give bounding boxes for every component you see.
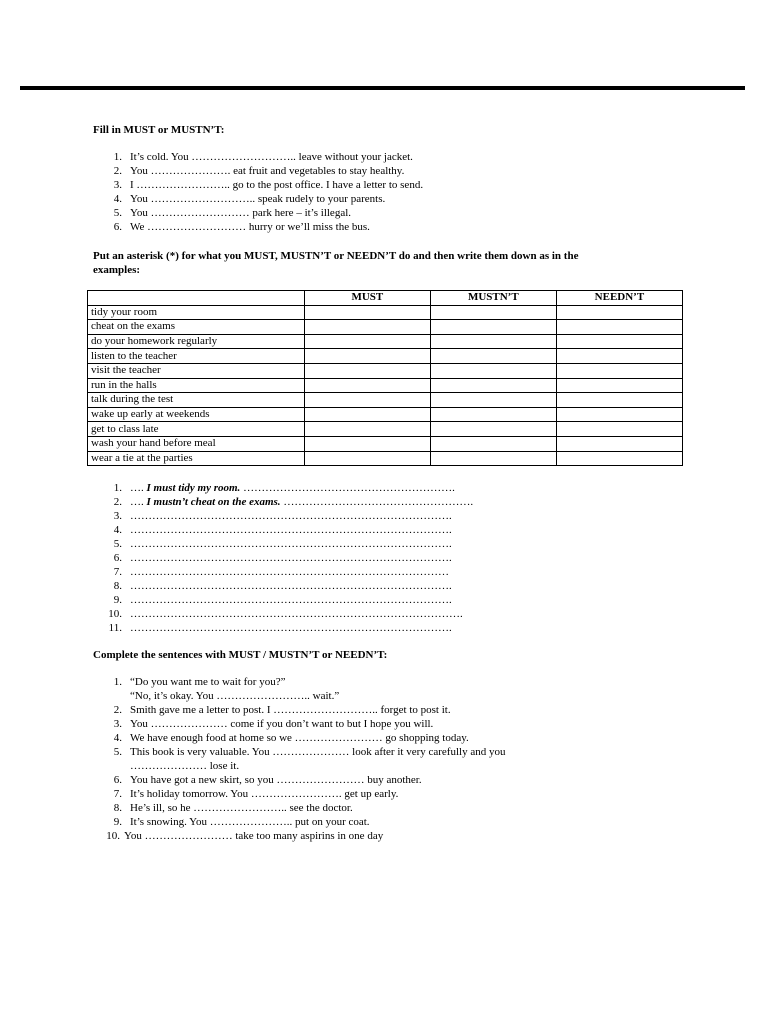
item-text: You …………………… take too many aspirins in one day <box>124 830 384 842</box>
answer-text <box>130 551 618 565</box>
mustnt-cell[interactable] <box>430 363 556 378</box>
item-number: 5. <box>113 538 122 550</box>
answer-blank[interactable]: ……………………………………………………………………………. <box>130 538 452 550</box>
item-number: 8. <box>113 580 122 592</box>
list-item <box>98 192 618 206</box>
answer-blank[interactable]: ……………………………………………………………………………. <box>130 524 452 536</box>
item-text: You ……………………….. speak rudely to your parents. <box>130 193 386 205</box>
mustnt-cell[interactable] <box>430 422 556 437</box>
mustnt-cell[interactable] <box>430 393 556 408</box>
neednt-cell[interactable] <box>556 422 682 437</box>
mustnt-cell[interactable] <box>430 320 556 335</box>
item-text: We have enough food at home so we …………………… go shopping today. <box>130 732 469 744</box>
list-item <box>98 178 618 192</box>
table-row <box>88 451 683 466</box>
list-item <box>98 150 618 164</box>
answer-blank[interactable]: ………………………………………………………………………………. <box>130 608 463 620</box>
top-rule <box>20 86 745 90</box>
answer-text <box>130 495 618 509</box>
column-header-neednt: NEEDN’T <box>556 291 682 306</box>
must-cell[interactable] <box>304 451 430 466</box>
answer-blank[interactable]: ……………………………………………………………………………. <box>130 580 452 592</box>
mustnt-cell[interactable] <box>430 407 556 422</box>
must-cell[interactable] <box>304 407 430 422</box>
list-item <box>98 717 638 731</box>
mustnt-cell[interactable] <box>430 451 556 466</box>
must-cell[interactable] <box>304 436 430 451</box>
table-row <box>88 334 683 349</box>
item-number: 6. <box>113 221 122 233</box>
item-text: You ………………… come if you don’t want to but I hope you will. <box>130 718 434 730</box>
answer-prefix: …. <box>130 496 144 508</box>
activity-cell: wear a tie at the parties <box>88 451 305 466</box>
answer-text <box>130 523 618 537</box>
activity-cell: get to class late <box>88 422 305 437</box>
answer-text <box>130 565 618 579</box>
must-cell[interactable] <box>304 305 430 320</box>
section3-heading: Complete the sentences with MUST / MUSTN’T or NEEDN’T: <box>93 649 388 661</box>
answer-line <box>98 509 618 523</box>
activity-cell: do your homework regularly <box>88 334 305 349</box>
activity-cell: talk during the test <box>88 393 305 408</box>
neednt-cell[interactable] <box>556 363 682 378</box>
list-item <box>98 220 618 234</box>
table-row <box>88 363 683 378</box>
continuation-text: “No, it’s okay. You …………………….. wait.” <box>130 690 340 702</box>
table-row <box>88 349 683 364</box>
item-number: 3. <box>113 179 122 191</box>
answer-text <box>130 537 618 551</box>
answer-text <box>130 593 618 607</box>
item-number: 7. <box>113 566 122 578</box>
mustnt-cell[interactable] <box>430 305 556 320</box>
activity-cell: wake up early at weekends <box>88 407 305 422</box>
item-number: 10. <box>106 830 120 842</box>
item-number: 4. <box>113 524 122 536</box>
item-number: 1. <box>113 151 122 163</box>
section2-heading-line2: examples: <box>93 264 141 276</box>
list-item <box>98 829 638 843</box>
item-number: 11. <box>108 622 122 634</box>
item-number: 3. <box>113 510 122 522</box>
item-text: This book is very valuable. You ………………… look after it very carefully and you <box>130 746 506 758</box>
must-cell[interactable] <box>304 393 430 408</box>
list-item <box>98 206 618 220</box>
item-number: 9. <box>113 816 122 828</box>
neednt-cell[interactable] <box>556 334 682 349</box>
neednt-cell[interactable] <box>556 378 682 393</box>
neednt-cell[interactable] <box>556 349 682 364</box>
section2-heading <box>93 249 578 277</box>
item-text: It’s snowing. You ………………….. put on your coat. <box>130 816 370 828</box>
answer-line <box>98 593 618 607</box>
example-answer: I must tidy my room. <box>146 482 241 494</box>
must-cell[interactable] <box>304 334 430 349</box>
section2-heading-line1: Put an asterisk (*) for what you MUST, MUSTN’T or NEEDN’T do and then write them down as in the <box>93 250 579 262</box>
list-item <box>98 745 638 759</box>
activity-cell: run in the halls <box>88 378 305 393</box>
answer-line <box>98 481 618 495</box>
list-item <box>98 164 618 178</box>
answer-text <box>130 621 618 635</box>
item-number: 8. <box>113 802 122 814</box>
must-cell[interactable] <box>304 363 430 378</box>
asterisk-table <box>87 290 683 466</box>
answer-blank[interactable]: ……………………………………………………………………………. <box>130 552 452 564</box>
neednt-cell[interactable] <box>556 320 682 335</box>
must-cell[interactable] <box>304 349 430 364</box>
answer-line <box>98 607 618 621</box>
item-continuation <box>98 759 638 773</box>
answer-blank[interactable]: ……………………………………………………………………………. <box>130 594 452 606</box>
item-text: You have got a new skirt, so you …………………… buy another. <box>130 774 422 786</box>
item-text: I …………………….. go to the post office. I have a letter to send. <box>130 179 424 191</box>
table-row <box>88 436 683 451</box>
item-number: 5. <box>113 746 122 758</box>
item-text: It’s holiday tomorrow. You ……………………. get up early. <box>130 788 399 800</box>
mustnt-cell[interactable] <box>430 334 556 349</box>
mustnt-cell[interactable] <box>430 349 556 364</box>
item-number: 1. <box>113 676 122 688</box>
mustnt-cell[interactable] <box>430 436 556 451</box>
answer-text <box>130 481 618 495</box>
item-text: He’s ill, so he …………………….. see the doctor. <box>130 802 353 814</box>
example-answer: I mustn’t cheat on the exams. <box>146 496 281 508</box>
item-number: 2. <box>113 704 122 716</box>
column-header-activity <box>88 291 305 306</box>
complete-sentences-list <box>98 675 638 843</box>
item-number: 4. <box>113 732 122 744</box>
mustnt-cell[interactable] <box>430 378 556 393</box>
item-continuation <box>98 689 638 703</box>
must-cell[interactable] <box>304 320 430 335</box>
answer-lines-list <box>98 481 618 635</box>
neednt-cell[interactable] <box>556 451 682 466</box>
list-item <box>98 801 638 815</box>
item-text: Smith gave me a letter to post. I ……………………….. forget to post it. <box>130 704 451 716</box>
table-row <box>88 378 683 393</box>
table-header-row <box>88 291 683 306</box>
answer-blank[interactable]: ……………………………………………………………………………. <box>130 510 452 522</box>
neednt-cell[interactable] <box>556 393 682 408</box>
answer-line <box>98 523 618 537</box>
column-header-mustnt: MUSTN’T <box>430 291 556 306</box>
answer-line <box>98 495 618 509</box>
section1-heading: Fill in MUST or MUSTN’T: <box>93 124 225 136</box>
item-number: 10. <box>108 608 122 620</box>
item-number: 5. <box>113 207 122 219</box>
item-text: You ……………………… park here – it’s illegal. <box>130 207 352 219</box>
sentence-list <box>98 675 638 843</box>
neednt-cell[interactable] <box>556 436 682 451</box>
item-number: 2. <box>113 496 122 508</box>
activity-cell: tidy your room <box>88 305 305 320</box>
table-row <box>88 422 683 437</box>
must-cell[interactable] <box>304 422 430 437</box>
neednt-cell[interactable] <box>556 305 682 320</box>
answer-line <box>98 579 618 593</box>
list-item <box>98 675 638 689</box>
item-text: We ……………………… hurry or we’ll miss the bus. <box>130 221 370 233</box>
table-row <box>88 393 683 408</box>
item-text: You …………………. eat fruit and vegetables to stay healthy. <box>130 165 405 177</box>
table-row <box>88 305 683 320</box>
list-item <box>98 815 638 829</box>
answer-line <box>98 551 618 565</box>
answer-blank[interactable]: …………………………………………………. <box>240 482 455 494</box>
continuation-text: ………………… lose it. <box>130 760 240 772</box>
item-number: 6. <box>113 774 122 786</box>
answer-prefix: …. <box>130 482 144 494</box>
answer-text <box>130 579 618 593</box>
activity-cell: visit the teacher <box>88 363 305 378</box>
answer-text <box>130 509 618 523</box>
column-header-must: MUST <box>304 291 430 306</box>
item-number: 2. <box>113 165 122 177</box>
answer-blank[interactable]: ……………………………………………………………………………. <box>130 622 452 634</box>
answer-blank[interactable]: …………………………………………………………………………… <box>130 566 449 578</box>
table-row <box>88 407 683 422</box>
list-item <box>98 787 638 801</box>
list-item <box>98 773 638 787</box>
must-mustnt-list <box>98 150 618 234</box>
activity-cell: listen to the teacher <box>88 349 305 364</box>
item-number: 7. <box>113 788 122 800</box>
list-item <box>98 731 638 745</box>
item-text: “Do you want me to wait for you?” <box>130 676 286 688</box>
answer-blank[interactable]: ……………………………………………. <box>280 496 474 508</box>
answer-line <box>98 537 618 551</box>
item-number: 4. <box>113 193 122 205</box>
item-number: 9. <box>113 594 122 606</box>
table-row <box>88 320 683 335</box>
list-item <box>98 703 638 717</box>
activity-cell: cheat on the exams <box>88 320 305 335</box>
item-text: It’s cold. You ……………………….. leave without your jacket. <box>130 151 413 163</box>
item-number: 1. <box>113 482 122 494</box>
answer-line <box>98 621 618 635</box>
answer-line <box>98 565 618 579</box>
answer-text <box>130 607 618 621</box>
must-cell[interactable] <box>304 378 430 393</box>
activity-cell: wash your hand before meal <box>88 436 305 451</box>
item-number: 3. <box>113 718 122 730</box>
item-number: 6. <box>113 552 122 564</box>
neednt-cell[interactable] <box>556 407 682 422</box>
